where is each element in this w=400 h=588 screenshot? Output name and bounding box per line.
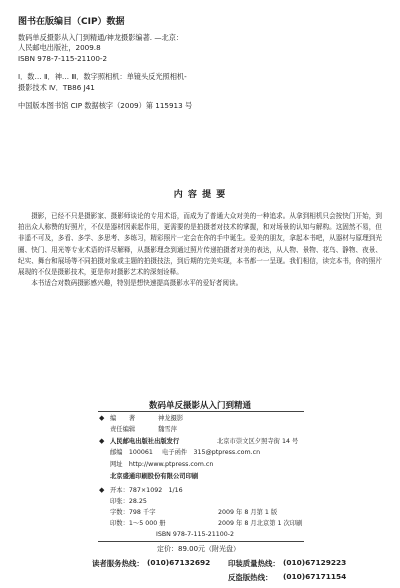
author: 神龙摄影 (158, 415, 184, 422)
isbn: ISBN 978-7-115-21100-2 (156, 531, 235, 538)
intro-paragraph-2: 本书适合对数码摄影感兴趣，特别是想快速提高摄影水平的爱好者阅读。 (31, 279, 243, 288)
postcode: 邮编 100061 (110, 449, 153, 456)
address: 北京市崇文区夕照寺街 14 号 (217, 438, 299, 445)
price: 定价：89.00元（附光盘） (157, 545, 241, 553)
service-hotline-label: 读者服务热线： (92, 559, 144, 568)
cip-line-4: Ⅰ．数… Ⅱ．神… Ⅲ．数字照相机：单镜头反光照相机- (18, 72, 187, 81)
cip-line-3: ISBN 978-7-115-21100-2 (18, 54, 108, 63)
publisher: 人民邮电出版社出版发行 (110, 438, 180, 445)
intro-body (18, 211, 382, 289)
email: 电子函件 315@ptpress.com.cn (162, 449, 261, 456)
edition: 2009 年 8 月第 1 版 (218, 509, 278, 516)
quality-hotline-label: 印装质量热线： (228, 559, 280, 568)
diamond-icon: ◆ (99, 437, 105, 445)
intro-title: 内 容 提 要 (173, 190, 227, 200)
format: 开本：787×1092 1/16 (110, 487, 183, 494)
editor-label: 责任编辑 (110, 426, 136, 433)
diamond-icon: ◆ (99, 486, 105, 494)
cip-heading: 图书在版编目（CIP）数据 (18, 17, 125, 27)
impression: 2009 年 8 月北京第 1 次印刷 (218, 520, 303, 527)
divider-top (98, 411, 304, 412)
cip-line-1: 数码单反摄影从入门到精通/神龙摄影编著. —北京： (18, 33, 184, 42)
cip-line-2: 人民邮电出版社，2009.8 (18, 43, 101, 52)
editor: 魏雪萍 (158, 426, 177, 433)
cip-line-5: 摄影技术 Ⅳ．TB86 J41 (18, 83, 95, 92)
sheets: 印张：28.25 (110, 498, 147, 505)
words: 字数：798 千字 (110, 509, 156, 516)
author-label: 编 著 (110, 415, 136, 422)
website: 网址 http://www.ptpress.com.cn (110, 461, 214, 468)
cip-line-6: 中国版本图书馆 CIP 数据核字（2009）第 115913 号 (18, 101, 193, 110)
intro-paragraph-1: 摄影，已经不只是摄影家、摄影师谈论的专用术语，而成为了普通大众对美的一种追求。从拿到相机只会按快门开始，到拍出众人称赞的好照片，不仅是器材因素起作用，更需要的是拍摄者对技术的掌握，和对场景的认知与解构。这固然不易，但非遥不可及，多看、多学、多思考、多练习，精彩照片一定会在你的手中诞生。爱美的朋友，拿起本书吧，从器材与原理到光圈、快门、用光等专业术语的详尽解释，从摄影理念到通过照片传递拍摄者对美的表达，从人物、景物、花鸟、静物、夜景、纪实、舞台和展场等不同拍摄对象或主题的拍摄技法，到后期的完美实现，本书都一一呈现。我们相信，读完本书，你的照片展现的不仅是摄影技术，更是你对摄影艺术的深刻诠释。 (18, 212, 382, 277)
service-hotline: (010)67132692 (147, 558, 211, 567)
diamond-icon: ◆ (99, 414, 105, 422)
divider-bottom (98, 541, 304, 542)
quality-hotline: (010)67129223 (283, 558, 347, 567)
printer: 北京盛通印刷股份有限公司印刷 (110, 473, 199, 480)
piracy-hotline: (010)67171154 (283, 572, 347, 581)
piracy-hotline-label: 反盗版热线： (228, 573, 273, 582)
print-run: 印数：1～5 000 册 (110, 520, 166, 527)
book-title: 数码单反摄影从入门到精通 (148, 401, 251, 411)
